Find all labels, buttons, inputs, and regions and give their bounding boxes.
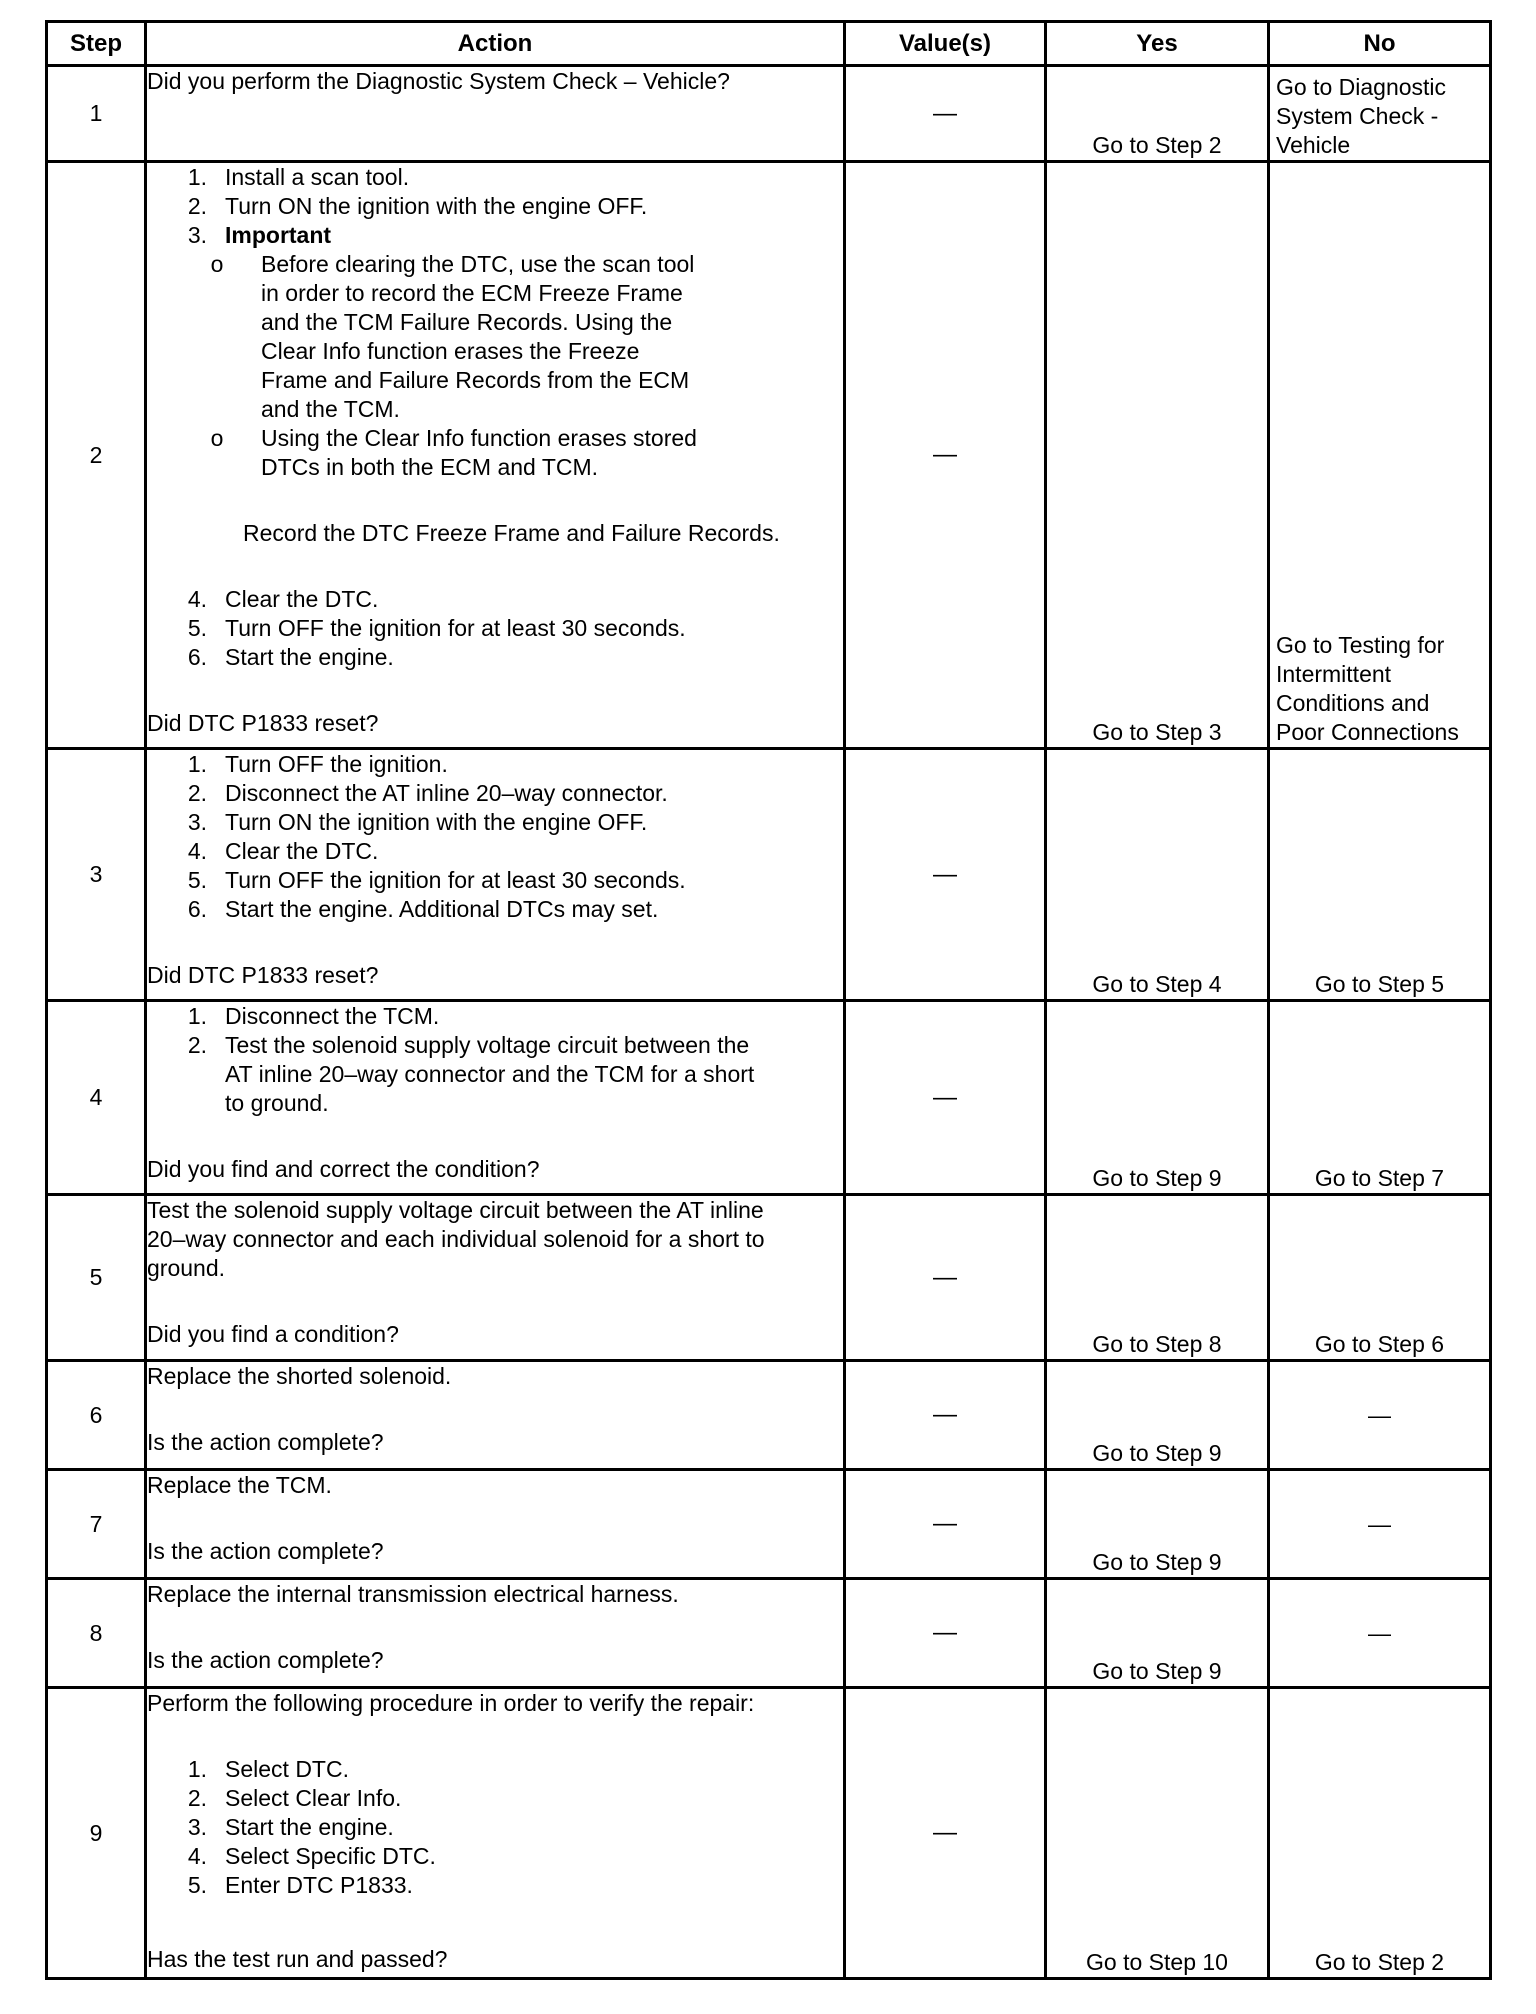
header-row [47,22,1491,66]
list-item [147,614,843,643]
item-text: Turn ON the ignition with the engine OFF. [225,809,648,835]
item-number: 5. [187,867,207,893]
item-text: Select Specific DTC. [225,1843,436,1869]
item-number: 5. [187,1872,207,1898]
header-values: Value(s) [845,22,1046,66]
action-cell [146,66,845,162]
value-cell: — [845,1688,1046,1979]
yes-cell: Go to Step 8 [1046,1195,1269,1361]
bullet-line: DTCs in both the ECM and TCM. [261,454,599,480]
bullet-line: in order to record the ECM Freeze Frame [261,280,683,306]
procedure-list [147,750,843,924]
header-no: No [1269,22,1491,66]
no-cell: Go to Step 6 [1269,1195,1491,1361]
procedure-list [147,585,843,672]
value-cell: — [845,749,1046,1001]
action-question: Is the action complete? [147,1429,384,1455]
header-step: Step [47,22,146,66]
bullet-mark: o [210,251,224,277]
important-notes [147,250,843,482]
no-cell [1269,66,1491,162]
item-number: 1. [187,1003,207,1029]
action-cell [146,1470,845,1579]
value-cell: — [845,1470,1046,1579]
no-cell: — [1269,1470,1491,1579]
list-item [147,1755,843,1784]
bullet-line: Before clearing the DTC, use the scan tool [261,251,695,277]
item-text: Start the engine. [225,1814,394,1840]
item-number: 4. [187,1843,207,1869]
item-number: 6. [187,896,207,922]
item-text: Clear the DTC. [225,838,379,864]
procedure-list [147,163,843,250]
diagnostic-table [45,20,1492,1980]
item-text: Select DTC. [225,1756,349,1782]
list-item [147,1784,843,1813]
step-number: 5 [47,1195,146,1361]
item-text: Turn ON the ignition with the engine OFF. [225,193,648,219]
yes-cell: Go to Step 9 [1046,1470,1269,1579]
item-text-cont: to ground. [225,1090,329,1116]
no-cell: Go to Step 5 [1269,749,1491,1001]
no-cell: — [1269,1579,1491,1688]
list-item [147,750,843,779]
list-item [147,1031,843,1118]
yes-cell: Go to Step 3 [1046,162,1269,749]
record-note: Record the DTC Freeze Frame and Failure Records. [243,520,780,546]
table-row [47,1470,1491,1579]
list-item [147,895,843,924]
list-item [147,585,843,614]
item-number: 5. [187,615,207,641]
table-row [47,749,1491,1001]
step-number: 1 [47,66,146,162]
action-question: Did DTC P1833 reset? [147,710,379,736]
no-cell: — [1269,1361,1491,1470]
value-cell: — [845,1579,1046,1688]
procedure-list [147,1755,843,1900]
item-text: Install a scan tool. [225,164,410,190]
table-row [47,1361,1491,1470]
no-cell: Go to Step 7 [1269,1001,1491,1195]
item-number: 2. [187,780,207,806]
yes-cell: Go to Step 9 [1046,1361,1269,1470]
item-text: Turn OFF the ignition for at least 30 seconds. [225,615,686,641]
bullet-mark: o [210,425,224,451]
item-number: 3. [187,222,207,248]
item-number: 6. [187,644,207,670]
step-number: 9 [47,1688,146,1979]
no-cell: Go to Step 2 [1269,1688,1491,1979]
item-number: 1. [187,1756,207,1782]
no-line: Go to Diagnostic [1276,74,1447,100]
table-row [47,1001,1491,1195]
list-item [147,1813,843,1842]
header-action: Action [146,22,845,66]
no-line: Go to Testing for [1276,632,1445,658]
bullet-line: Using the Clear Info function erases stored [261,425,697,451]
item-number: 1. [187,751,207,777]
action-cell [146,1361,845,1470]
yes-cell: Go to Step 9 [1046,1001,1269,1195]
bullet-line: and the TCM Failure Records. Using the [261,309,673,335]
action-text: Replace the internal transmission electrical harness. [147,1581,679,1607]
procedure-list [147,1002,843,1118]
table-row [47,66,1491,162]
bullet-item [147,250,843,424]
list-item [147,808,843,837]
list-item [147,163,843,192]
value-cell: — [845,1361,1046,1470]
table-row [47,1579,1491,1688]
important-label: Important [225,222,332,248]
action-question: Did you perform the Diagnostic System Check – Vehicle? [147,68,730,94]
step-number: 6 [47,1361,146,1470]
action-cell [146,1195,845,1361]
list-item [147,779,843,808]
action-cell [146,749,845,1001]
yes-cell: Go to Step 10 [1046,1688,1269,1979]
table-row [47,1688,1491,1979]
no-line: Poor Connections [1276,719,1459,745]
action-text: Perform the following procedure in order to verify the repair: [147,1690,755,1716]
action-text: 20–way connector and each individual solenoid for a short to [147,1226,765,1252]
item-number: 4. [187,586,207,612]
item-text: Select Clear Info. [225,1785,402,1811]
yes-cell: Go to Step 2 [1046,66,1269,162]
action-cell [146,162,845,749]
header-yes: Yes [1046,22,1269,66]
item-text: Turn OFF the ignition for at least 30 seconds. [225,867,686,893]
item-number: 3. [187,1814,207,1840]
no-cell [1269,162,1491,749]
list-item [147,192,843,221]
list-item [147,1842,843,1871]
step-number: 4 [47,1001,146,1195]
value-cell: — [845,1195,1046,1361]
list-item [147,1871,843,1900]
value-cell: — [845,162,1046,749]
list-item [147,866,843,895]
action-question: Is the action complete? [147,1647,384,1673]
no-line: System Check - [1276,103,1439,129]
no-line: Intermittent [1276,661,1392,687]
table-row [47,1195,1491,1361]
action-cell [146,1579,845,1688]
item-text: Clear the DTC. [225,586,379,612]
item-text: Test the solenoid supply voltage circuit between the [225,1032,750,1058]
action-question: Has the test run and passed? [147,1946,448,1972]
list-item [147,643,843,672]
action-question: Did DTC P1833 reset? [147,962,379,988]
item-text: Turn OFF the ignition. [225,751,448,777]
item-number: 3. [187,809,207,835]
action-cell [146,1001,845,1195]
step-number: 8 [47,1579,146,1688]
value-cell: — [845,1001,1046,1195]
action-text: ground. [147,1255,226,1281]
item-number: 4. [187,838,207,864]
table-row [47,162,1491,749]
list-item [147,221,843,250]
item-text: Start the engine. Additional DTCs may set. [225,896,659,922]
item-text: Start the engine. [225,644,394,670]
item-text-cont: AT inline 20–way connector and the TCM for a short [225,1061,755,1087]
action-question: Did you find and correct the condition? [147,1156,540,1182]
bullet-line: and the TCM. [261,396,400,422]
bullet-line: Frame and Failure Records from the ECM [261,367,690,393]
action-text: Replace the TCM. [147,1472,332,1498]
bullet-item [147,424,843,482]
item-number: 1. [187,164,207,190]
value-cell: — [845,66,1046,162]
item-text: Disconnect the TCM. [225,1003,440,1029]
no-line: Vehicle [1276,132,1351,158]
list-item [147,837,843,866]
action-text: Replace the shorted solenoid. [147,1363,452,1389]
no-line: Conditions and [1276,690,1430,716]
item-text: Disconnect the AT inline 20–way connector. [225,780,668,806]
item-number: 2. [187,1032,207,1058]
item-number: 2. [187,1785,207,1811]
step-number: 7 [47,1470,146,1579]
action-question: Is the action complete? [147,1538,384,1564]
yes-cell: Go to Step 9 [1046,1579,1269,1688]
step-number: 3 [47,749,146,1001]
action-text: Test the solenoid supply voltage circuit between the AT inline [147,1197,764,1223]
yes-cell: Go to Step 4 [1046,749,1269,1001]
step-number: 2 [47,162,146,749]
item-number: 2. [187,193,207,219]
item-text: Enter DTC P1833. [225,1872,413,1898]
action-cell [146,1688,845,1979]
action-question: Did you find a condition? [147,1321,399,1347]
bullet-line: Clear Info function erases the Freeze [261,338,640,364]
list-item [147,1002,843,1031]
